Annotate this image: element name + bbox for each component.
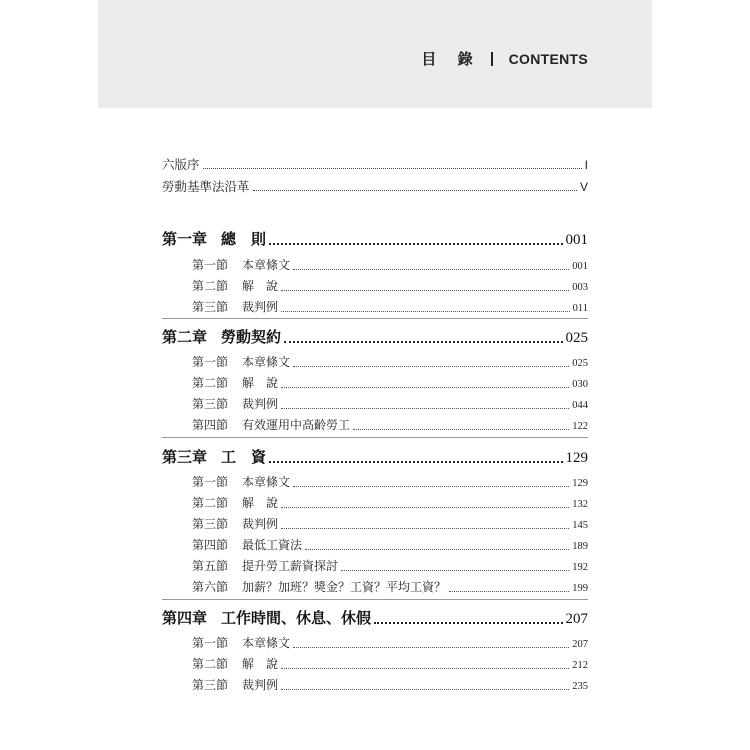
section-page: 189 <box>572 541 588 552</box>
toc-section-entry[interactable] <box>192 298 588 315</box>
toc-title-zh: 目 錄 <box>421 50 481 68</box>
toc-section-entry[interactable] <box>192 634 588 651</box>
dot-leader <box>269 461 562 463</box>
dot-leader <box>203 168 582 169</box>
section-title: 解 說 <box>242 376 279 390</box>
dot-leader <box>305 549 569 550</box>
section-number: 第四節 <box>192 538 229 552</box>
toc-section-entry[interactable] <box>192 494 588 511</box>
section-title: 裁判例 <box>242 300 279 314</box>
toc-section-entry[interactable] <box>192 416 588 433</box>
toc-chapter-entry[interactable] <box>162 446 588 467</box>
toc-section-entry[interactable] <box>192 473 588 490</box>
chapter-number: 第二章 <box>162 328 208 346</box>
toc-chapter-entry[interactable] <box>162 326 588 347</box>
section-page: 129 <box>572 478 588 489</box>
section-page: 044 <box>572 400 588 411</box>
toc-section-entry[interactable] <box>192 536 588 553</box>
toc-chapter-entry[interactable] <box>162 228 588 249</box>
dot-leader <box>449 591 569 592</box>
toc-section-entry[interactable] <box>192 374 588 391</box>
section-number: 第二節 <box>192 496 229 510</box>
dot-leader <box>293 269 569 270</box>
chapter-page: 025 <box>565 330 588 346</box>
chapter-number: 第四章 <box>162 609 208 627</box>
dot-leader <box>293 647 569 648</box>
page-header <box>98 0 652 108</box>
section-title: 本章條文 <box>242 258 291 272</box>
section-number: 第一節 <box>192 475 229 489</box>
toc-title <box>421 48 588 69</box>
section-page: 145 <box>572 520 588 531</box>
section-page: 199 <box>572 583 588 594</box>
dot-leader <box>253 190 577 191</box>
section-number: 第三節 <box>192 300 229 314</box>
dot-leader <box>281 290 569 291</box>
section-title: 本章條文 <box>242 636 291 650</box>
toc-title-en: CONTENTS <box>508 50 588 67</box>
section-page: 001 <box>572 261 588 272</box>
chapter-number: 第一章 <box>162 230 208 248</box>
chapter-page: 129 <box>565 450 588 466</box>
toc-section-entry[interactable] <box>192 578 588 595</box>
dot-leader <box>281 668 569 669</box>
dot-leader <box>284 341 562 343</box>
dot-leader <box>341 570 569 571</box>
section-title: 本章條文 <box>242 475 291 489</box>
section-number: 第三節 <box>192 678 229 692</box>
section-number: 第六節 <box>192 580 229 594</box>
section-page: 011 <box>572 303 588 314</box>
section-number: 第二節 <box>192 279 229 293</box>
section-page: 025 <box>572 358 588 369</box>
section-number: 第三節 <box>192 517 229 531</box>
entry-title: 六版序 <box>162 157 200 172</box>
title-separator <box>491 52 493 66</box>
section-number: 第一節 <box>192 258 229 272</box>
chapter-page: 207 <box>565 611 588 627</box>
section-number: 第一節 <box>192 636 229 650</box>
section-number: 第四節 <box>192 418 229 432</box>
section-title: 有效運用中高齡勞工 <box>242 418 351 432</box>
toc-preface-entry[interactable] <box>162 155 588 173</box>
toc-section-entry[interactable] <box>192 277 588 294</box>
section-title: 解 說 <box>242 657 279 671</box>
dot-leader <box>353 429 569 430</box>
dot-leader <box>269 243 562 245</box>
section-number: 第一節 <box>192 355 229 369</box>
entry-page: I <box>584 158 588 172</box>
chapter-title: 總 則 <box>221 230 267 248</box>
section-page: 207 <box>572 639 588 650</box>
section-page: 122 <box>572 421 588 432</box>
dot-leader <box>374 622 562 624</box>
section-page: 003 <box>572 282 588 293</box>
section-number: 第三節 <box>192 397 229 411</box>
section-title: 解 說 <box>242 496 279 510</box>
dot-leader <box>281 528 569 529</box>
chapter-divider <box>162 599 588 600</box>
chapter-number: 第三章 <box>162 448 208 466</box>
toc-section-entry[interactable] <box>192 515 588 532</box>
toc-section-entry[interactable] <box>192 676 588 693</box>
section-title: 裁判例 <box>242 517 279 531</box>
section-title: 解 說 <box>242 279 279 293</box>
dot-leader <box>281 387 569 388</box>
toc-chapter-entry[interactable] <box>162 607 588 628</box>
dot-leader <box>293 366 569 367</box>
toc-section-entry[interactable] <box>192 353 588 370</box>
section-page: 212 <box>572 660 588 671</box>
chapter-divider <box>162 437 588 438</box>
chapter-title: 勞動契約 <box>221 328 282 346</box>
section-page: 030 <box>572 379 588 390</box>
chapter-title: 工 資 <box>221 448 267 466</box>
dot-leader <box>293 486 569 487</box>
section-number: 第五節 <box>192 559 229 573</box>
entry-page: V <box>579 180 588 194</box>
section-title: 裁判例 <box>242 678 279 692</box>
dot-leader <box>281 408 569 409</box>
dot-leader <box>281 689 569 690</box>
entry-title: 勞動基準法沿革 <box>162 179 250 194</box>
toc-section-entry[interactable] <box>192 655 588 672</box>
section-title: 本章條文 <box>242 355 291 369</box>
section-number: 第二節 <box>192 657 229 671</box>
dot-leader <box>281 507 569 508</box>
toc-preface-entry[interactable] <box>162 177 588 195</box>
section-title: 加薪？加班？獎金？工資？平均工資？ <box>242 580 447 594</box>
toc-section-entry[interactable] <box>192 395 588 412</box>
dot-leader <box>281 311 570 312</box>
chapter-title: 工作時間、休息、休假 <box>221 609 372 627</box>
section-title: 提升勞工薪資探討 <box>242 559 339 573</box>
toc-section-entry[interactable] <box>192 557 588 574</box>
section-page: 235 <box>572 681 588 692</box>
chapter-divider <box>162 318 588 319</box>
section-title: 最低工資法 <box>242 538 303 552</box>
section-page: 192 <box>572 562 588 573</box>
chapter-page: 001 <box>565 232 588 248</box>
section-number: 第二節 <box>192 376 229 390</box>
section-page: 132 <box>572 499 588 510</box>
section-title: 裁判例 <box>242 397 279 411</box>
toc-section-entry[interactable] <box>192 256 588 273</box>
